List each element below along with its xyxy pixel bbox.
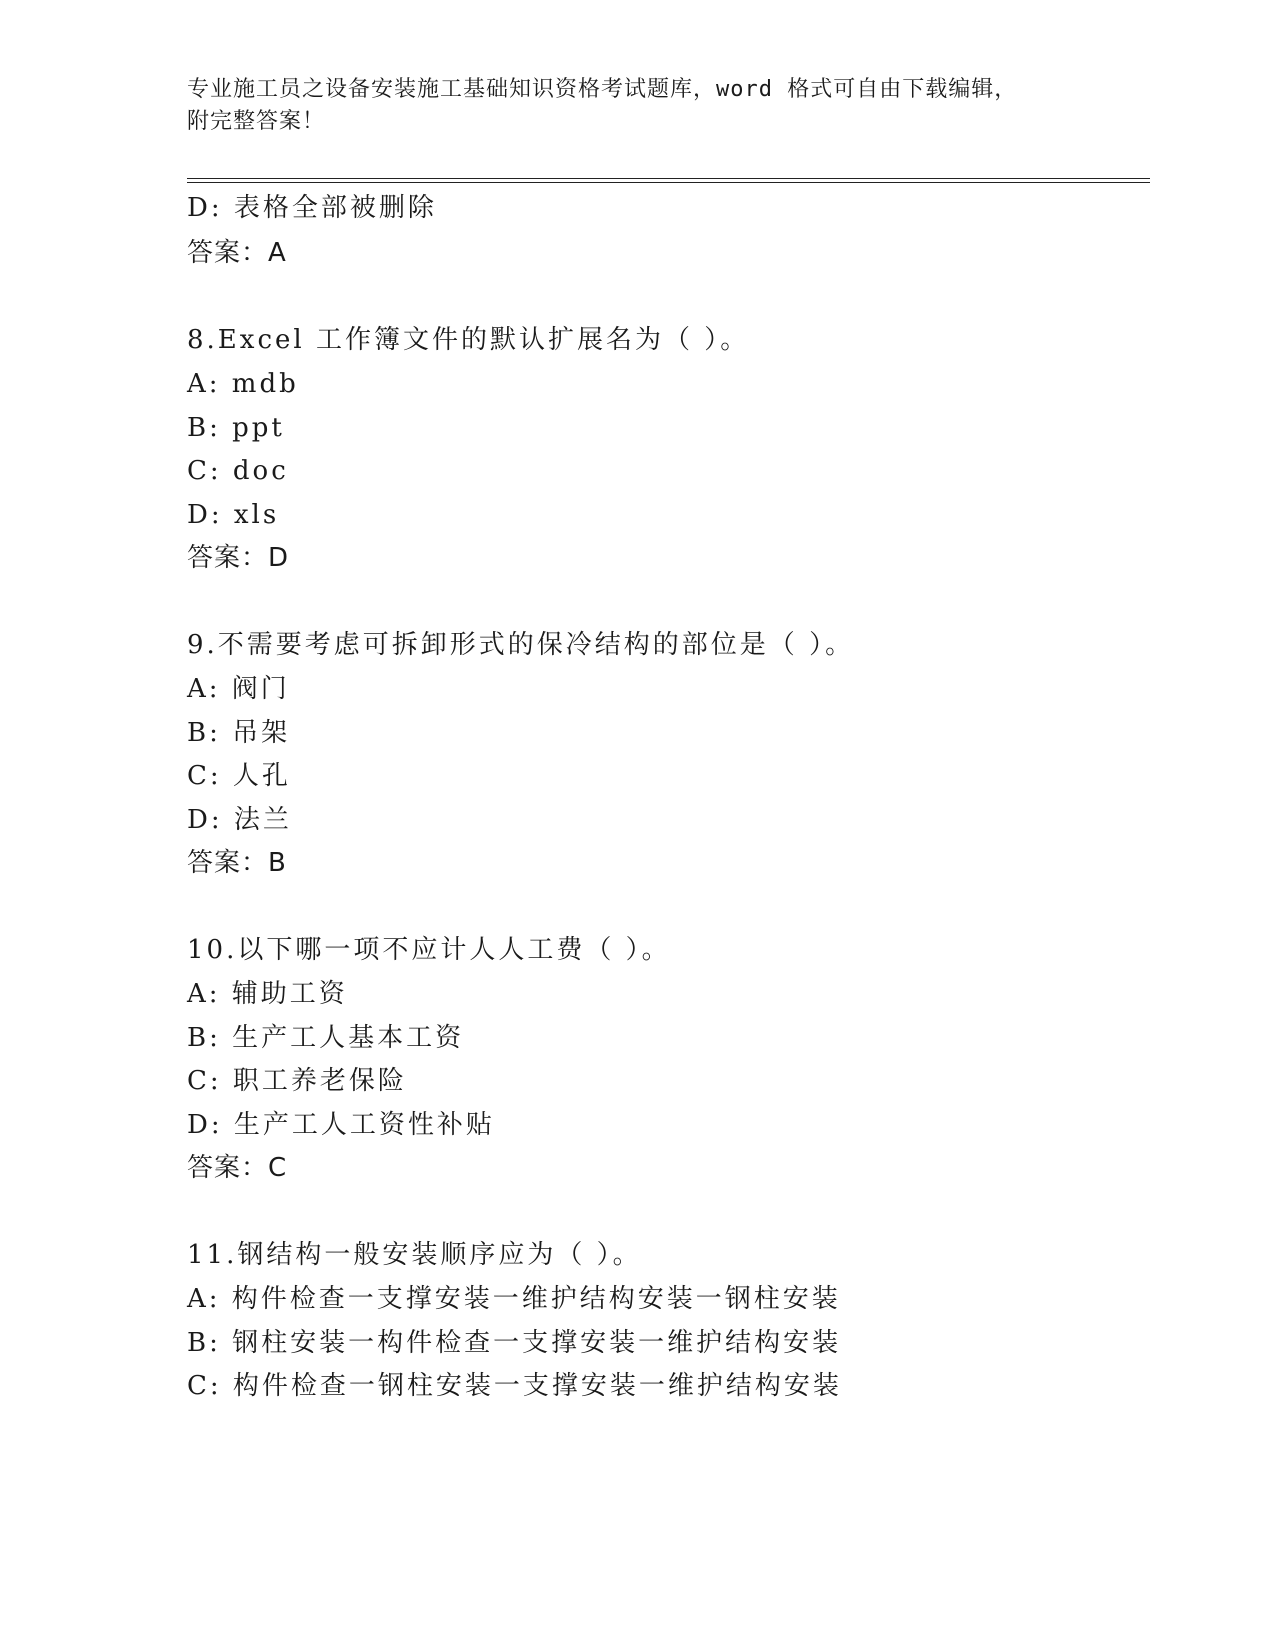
q8-option-a: A: mdb	[187, 369, 299, 399]
q10-option-a: A: 辅助工资	[187, 979, 348, 1009]
q11-option-b: B: 钢柱安装一构件检查一支撑安装一维护结构安装	[187, 1328, 842, 1358]
header-line-1: 专业施工员之设备安装施工基础知识资格考试题库，word 格式可自由下载编辑，	[187, 77, 1018, 102]
q8-answer: 答案：D	[187, 543, 290, 573]
q9-answer: 答案：B	[187, 848, 287, 878]
prev-answer: 答案：A	[187, 238, 287, 268]
prev-option-d: D: 表格全部被删除	[187, 193, 437, 223]
header-divider-bottom	[187, 182, 1150, 183]
q10-question: 10.以下哪一项不应计人人工费（ ）。	[187, 935, 671, 965]
q8-option-b: B: ppt	[187, 413, 285, 443]
q11-question: 11.钢结构一般安装顺序应为（ ）。	[187, 1240, 642, 1270]
q11-option-c: C: 构件检查一钢柱安装一支撑安装一维护结构安装	[187, 1371, 842, 1401]
q9-option-a: A: 阀门	[187, 674, 290, 704]
q10-answer: 答案：C	[187, 1153, 288, 1183]
q9-question: 9.不需要考虑可拆卸形式的保冷结构的部位是（ ）。	[187, 630, 855, 660]
q10-option-c: C: 职工养老保险	[187, 1066, 407, 1096]
q11-option-a: A: 构件检查一支撑安装一维护结构安装一钢柱安装	[187, 1284, 841, 1314]
q8-option-c: C: doc	[187, 456, 289, 486]
q8-option-d: D: xls	[187, 500, 280, 530]
q9-option-c: C: 人孔	[187, 761, 291, 791]
header-divider-top	[187, 178, 1150, 179]
document-header	[187, 74, 1087, 138]
header-line-2: 附完整答案！	[187, 109, 326, 134]
q8-question: 8.Excel 工作簿文件的默认扩展名为（ ）。	[187, 325, 750, 355]
q10-option-b: B: 生产工人基本工资	[187, 1023, 465, 1053]
q9-option-b: B: 吊架	[187, 718, 291, 748]
q10-option-d: D: 生产工人工资性补贴	[187, 1110, 495, 1140]
q9-option-d: D: 法兰	[187, 805, 292, 835]
